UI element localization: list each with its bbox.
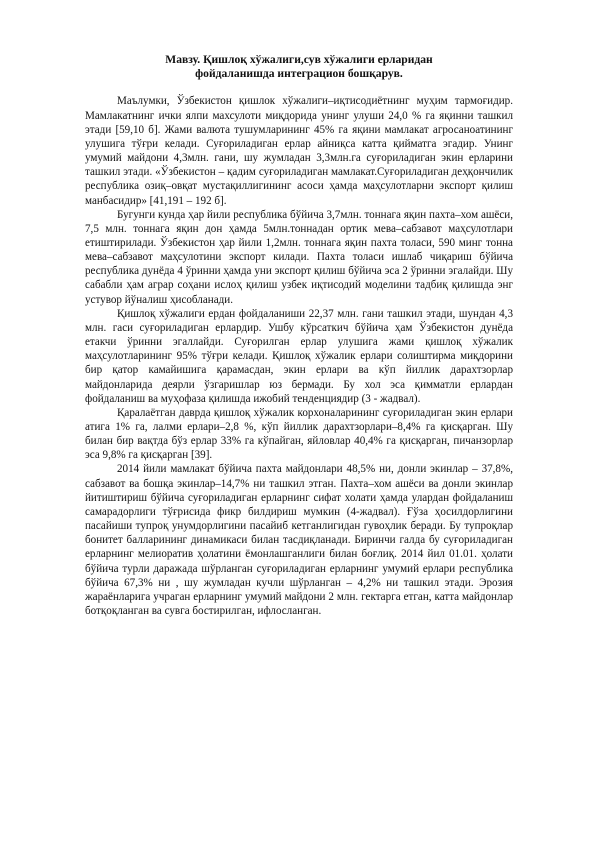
title-line-2: фойдаланишда интеграцион бошқарув. xyxy=(195,67,403,81)
title-line-1: Мавзу. Қишлоқ хўжалиги,сув хўжалиги ерларидан xyxy=(165,53,433,66)
paragraph-5: 2014 йили мамлакат бўйича пахта майдонлари 48,5% ни, донли экинлар – 37,8%, сабзавот ва бошқа экинлар–14,7% ни ташкил этган. Пахта–хом ашёси ва донли экинлар йитиштириш бўйича суғориладиган ерларнинг сифат холати ҳамда улардан фойдаланиш самарадорлиги тўғрисида фикр билдириш мумкин (4-жадвал). Ғўза ҳосилдорлигини пасайиши тупроқ унумдорлигини пасайиб кетганлигидан гувоҳлик беради. Бу тупроқлар бонитет балларининг динамикаси билан тасдиқланади. Биринчи галда бу суғориладиган ерларнинг мелиоратив ҳолатини ёмонлашганлиги билан боғлиқ. 2014 йил 01.01. ҳолати бўйича турли даражада шўрланган суғориладиган ерларнинг умумий ерлари республика бўйича 67,3% ни , шу жумладан кучли шўрланган – 4,2% ни ташкил этади. Эрозия жараёнларига учраган ерларнинг умумий майдони 2 млн. гектарга етган, катта майдонлар ботқоқланган ва сувга бостирилган, ифлосланган. xyxy=(85,463,513,618)
document-title xyxy=(85,53,513,81)
paragraph-4: Қаралаётган даврда қишлоқ хўжалик корхоналарининг суғориладиган экин ерлари атига 1% га, лалми ерлари–2,8 %, кўп йиллик дарахтзорлари–8,4% га қисқарган. Шу билан бир вақтда бўз ерлар 33% га кўпайган, яйловлар 40,4% га қисқарган, пичанзорлар эса 9,8% га қисқарган [39]. xyxy=(85,406,513,462)
paragraph-2: Бугунги кунда ҳар йили республика бўйича 3,7млн. тоннага яқин пахта–хом ашёси, 7,5 млн. тоннага яқин дон ҳамда 5млн.тоннадан ортик мева–сабзавот маҳсулотлари етиштирилади. Ўзбекистон ҳар йили 1,2млн. тоннага яқин пахта толаси, 590 минг тонна мева–сабзавот маҳсулотини экспорт килади. Пахта толаси ишлаб чиқариш бўйича республика дунёда 4 ўринни ҳамда уни экспорт қилиш бўйича эса 2 ўринни эгалайди. Шу сабабли ҳам аграр соҳани ислоҳ қилиш узбек иқтисодий моделини тадбиқ қилишда энг устувор йўналиш ҳисобланади. xyxy=(85,208,513,306)
document-page xyxy=(85,53,513,618)
paragraph-3: Қишлоқ хўжалиги ердан фойдаланиши 22,37 млн. гани ташкил этади, шундан 4,3 млн. гаси суғориладиган ерлардир. Ушбу кўрсаткич бўйича ҳам Ўзбекистон дунёда етакчи ўринни эгаллайди. Суғорилган ерлар улушига жами қишлоқ хўжалик маҳсулотларининг 95% тўғри келади. Қишлоқ хўжалик ерлари солиштирма миқдорини бир қатор камайишига қарамасдан, экин ерлари ва кўп йиллик дарахтзорлар майдонларида деярли ўзгаришлар юз бермади. Бу хол эса қимматли ерлардан фойдаланиш ва муҳофаза қилишда ижобий тенденциядир (3 - жадвал). xyxy=(85,307,513,405)
paragraph-1: Маълумки, Ўзбекистон қишлок хўжалиги–иқтисодиётнинг муҳим тармоғидир. Мамлакатнинг ички ялпи махсулоти миқдорида унинг улуши 24,0 % га яқинни ташкил этади [59,10 б]. Жами валюта тушумларининг 45% га яқини мамлакат агросаноатининг улушига тўғри келади. Суғориладиган ерлар айниқса катта қийматга эгадир. Унинг умумий майдони 4,3млн. гани, шу жумладан 3,3млн.га суғориладиган экин ерларини ташкил этади. «Ўзбекистон – қадим суғориладиган мамлакат.Суғориладиган деҳқончилик республика озиқ–овқат мустақиллигининг асоси ҳамда маҳсулотларни экспорт қилиш манбасидир» [41,191 – 192 б]. xyxy=(85,95,513,207)
